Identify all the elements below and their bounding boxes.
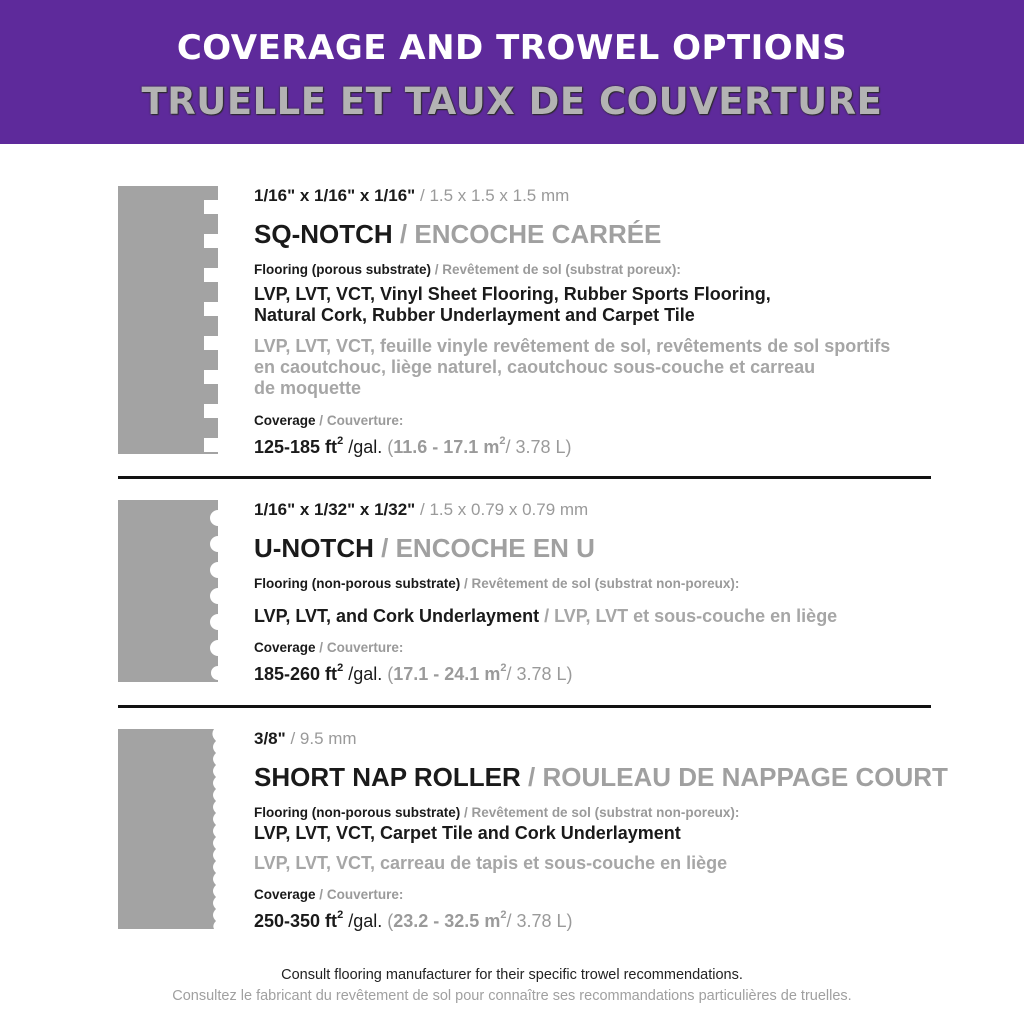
dimension-imperial: 1/16" x 1/16" x 1/16" — [254, 186, 416, 205]
uses-english-line: LVP, LVT, VCT, Carpet Tile and Cork Underlayment — [254, 823, 681, 843]
superscript: 2 — [500, 909, 507, 921]
coverage-label — [254, 413, 403, 428]
coverage-label — [254, 887, 403, 902]
coverage-imperial: 185-260 ft — [254, 664, 338, 684]
footer-english: Consult flooring manufacturer for their specific trowel recommendations. — [281, 967, 743, 983]
trowel-name-english: U-NOTCH — [254, 533, 374, 563]
superscript: 2 — [499, 435, 506, 447]
per-gallon: /gal. — [348, 911, 383, 931]
title-english: COVERAGE AND TROWEL OPTIONS — [176, 28, 848, 68]
flooring-label-english: Flooring (non-porous substrate) — [254, 805, 461, 820]
per-gallon: /gal. — [348, 664, 383, 684]
flooring-label-french: Revêtement de sol (substrat poreux): — [442, 262, 681, 277]
square-notch-trowel-icon — [118, 186, 222, 456]
trowel-name — [254, 533, 595, 564]
uses-french — [254, 336, 890, 399]
dimension-metric: 1.5 x 1.5 x 1.5 mm — [429, 186, 570, 205]
coverage-label-french: Couverture: — [326, 640, 404, 655]
separator: / — [419, 186, 425, 205]
flooring-label-english: Flooring (non-porous substrate) — [254, 576, 461, 591]
separator: / — [544, 606, 550, 626]
flooring-label-french: Revêtement de sol (substrat non-poreux): — [471, 805, 740, 820]
uses — [254, 606, 837, 627]
dimension-imperial: 1/16" x 1/32" x 1/32" — [254, 500, 416, 519]
header-banner — [0, 0, 1024, 144]
separator: / — [419, 500, 425, 519]
separator: / — [319, 887, 324, 902]
separator: / — [319, 640, 324, 655]
title-french: TRUELLE ET TAUX DE COUVERTURE — [141, 80, 883, 123]
coverage-metric: 23.2 - 32.5 m — [393, 911, 501, 931]
flooring-label — [254, 805, 739, 820]
uses-french-line: de moquette — [254, 378, 362, 398]
dimension-metric: 1.5 x 0.79 x 0.79 mm — [429, 500, 589, 519]
per-gallon: /gal. — [348, 437, 383, 457]
separator: / — [506, 911, 512, 931]
liters: 3.78 L — [515, 437, 566, 457]
trowel-name — [254, 219, 661, 250]
trowel-name-french: ENCOCHE EN U — [395, 533, 595, 563]
coverage-label-english: Coverage — [254, 640, 316, 655]
trowel-name-english: SQ-NOTCH — [254, 219, 393, 249]
coverage-metric: 17.1 - 24.1 m — [393, 664, 501, 684]
separator: / — [505, 437, 511, 457]
uses-french-line: LVP, LVT et sous-couche en liège — [554, 606, 838, 626]
trowel-name-french: ROULEAU DE NAPPAGE COURT — [542, 762, 948, 792]
nap-dimensions — [254, 729, 357, 749]
uses-english — [254, 284, 771, 326]
uses-french-line: LVP, LVT, VCT, carreau de tapis et sous-couche en liège — [254, 853, 728, 873]
uses-english-line: LVP, LVT, VCT, Vinyl Sheet Flooring, Rubber Sports Flooring, — [254, 284, 771, 304]
coverage-imperial: 250-350 ft — [254, 911, 338, 931]
uses-french-line: en caoutchouc, liège naturel, caoutchouc sous-couche et carreau — [254, 357, 816, 377]
dimension-metric: 9.5 mm — [299, 729, 357, 748]
coverage-value: 185-260 $ft^2$ /gal. (17.1 - 24.1 $m^2/$ 3.78 L) — [254, 662, 573, 684]
liters: 3.78 L — [516, 911, 567, 931]
uses-french — [254, 853, 727, 874]
separator: / — [528, 762, 536, 792]
nap-roller-icon — [118, 729, 222, 929]
superscript: 2 — [500, 662, 507, 674]
trowel-name-english: SHORT NAP ROLLER — [254, 762, 521, 792]
coverage-value: 250-350 $ft^2$ /gal. (23.2 - 32.5 $m^2/$ 3.78 L) — [254, 909, 573, 931]
superscript: 2 — [337, 909, 344, 921]
flooring-label — [254, 262, 681, 277]
separator: / — [506, 664, 512, 684]
coverage-imperial: 125-185 ft — [254, 437, 338, 457]
uses-english-line: LVP, LVT, and Cork Underlayment — [254, 606, 540, 626]
dimension-imperial: 3/8" — [254, 729, 286, 748]
liters: 3.78 L — [516, 664, 567, 684]
coverage-label — [254, 640, 403, 655]
superscript: 2 — [337, 662, 344, 674]
uses-english — [254, 823, 681, 844]
coverage-metric: 11.6 - 17.1 m — [393, 437, 500, 457]
notch-dimensions — [254, 500, 588, 520]
separator: / — [381, 533, 389, 563]
separator: / — [399, 219, 408, 249]
footer-french: Consultez le fabricant du revêtement de sol pour connaître ses recommandations particulières de truelles. — [172, 988, 852, 1004]
flooring-label — [254, 576, 739, 591]
coverage-label-english: Coverage — [254, 887, 316, 902]
u-notch-trowel-icon — [118, 500, 222, 682]
section-divider — [118, 705, 931, 708]
separator: / — [464, 805, 468, 820]
trowel-name — [254, 762, 948, 793]
flooring-label-english: Flooring (porous substrate) — [254, 262, 431, 277]
notch-dimensions — [254, 186, 569, 206]
separator: / — [290, 729, 296, 748]
separator: / — [464, 576, 468, 591]
flooring-label-french: Revêtement de sol (substrat non-poreux): — [471, 576, 740, 591]
coverage-value: 125-185 $ft^2$ /gal. (11.6 - 17.1 $m^2/$ 3.78 L) — [254, 435, 572, 457]
separator: / — [434, 262, 439, 277]
trowel-name-french: ENCOCHE CARRÉE — [414, 219, 662, 249]
separator: / — [319, 413, 324, 428]
coverage-label-french: Couverture: — [326, 413, 404, 428]
uses-french-line: LVP, LVT, VCT, feuille vinyle revêtement de sol, revêtements de sol sportifs — [254, 336, 891, 356]
section-divider — [118, 476, 931, 479]
coverage-label-french: Couverture: — [326, 887, 404, 902]
uses-english-line: Natural Cork, Rubber Underlayment and Carpet Tile — [254, 305, 695, 325]
superscript: 2 — [337, 435, 344, 447]
coverage-label-english: Coverage — [254, 413, 316, 428]
